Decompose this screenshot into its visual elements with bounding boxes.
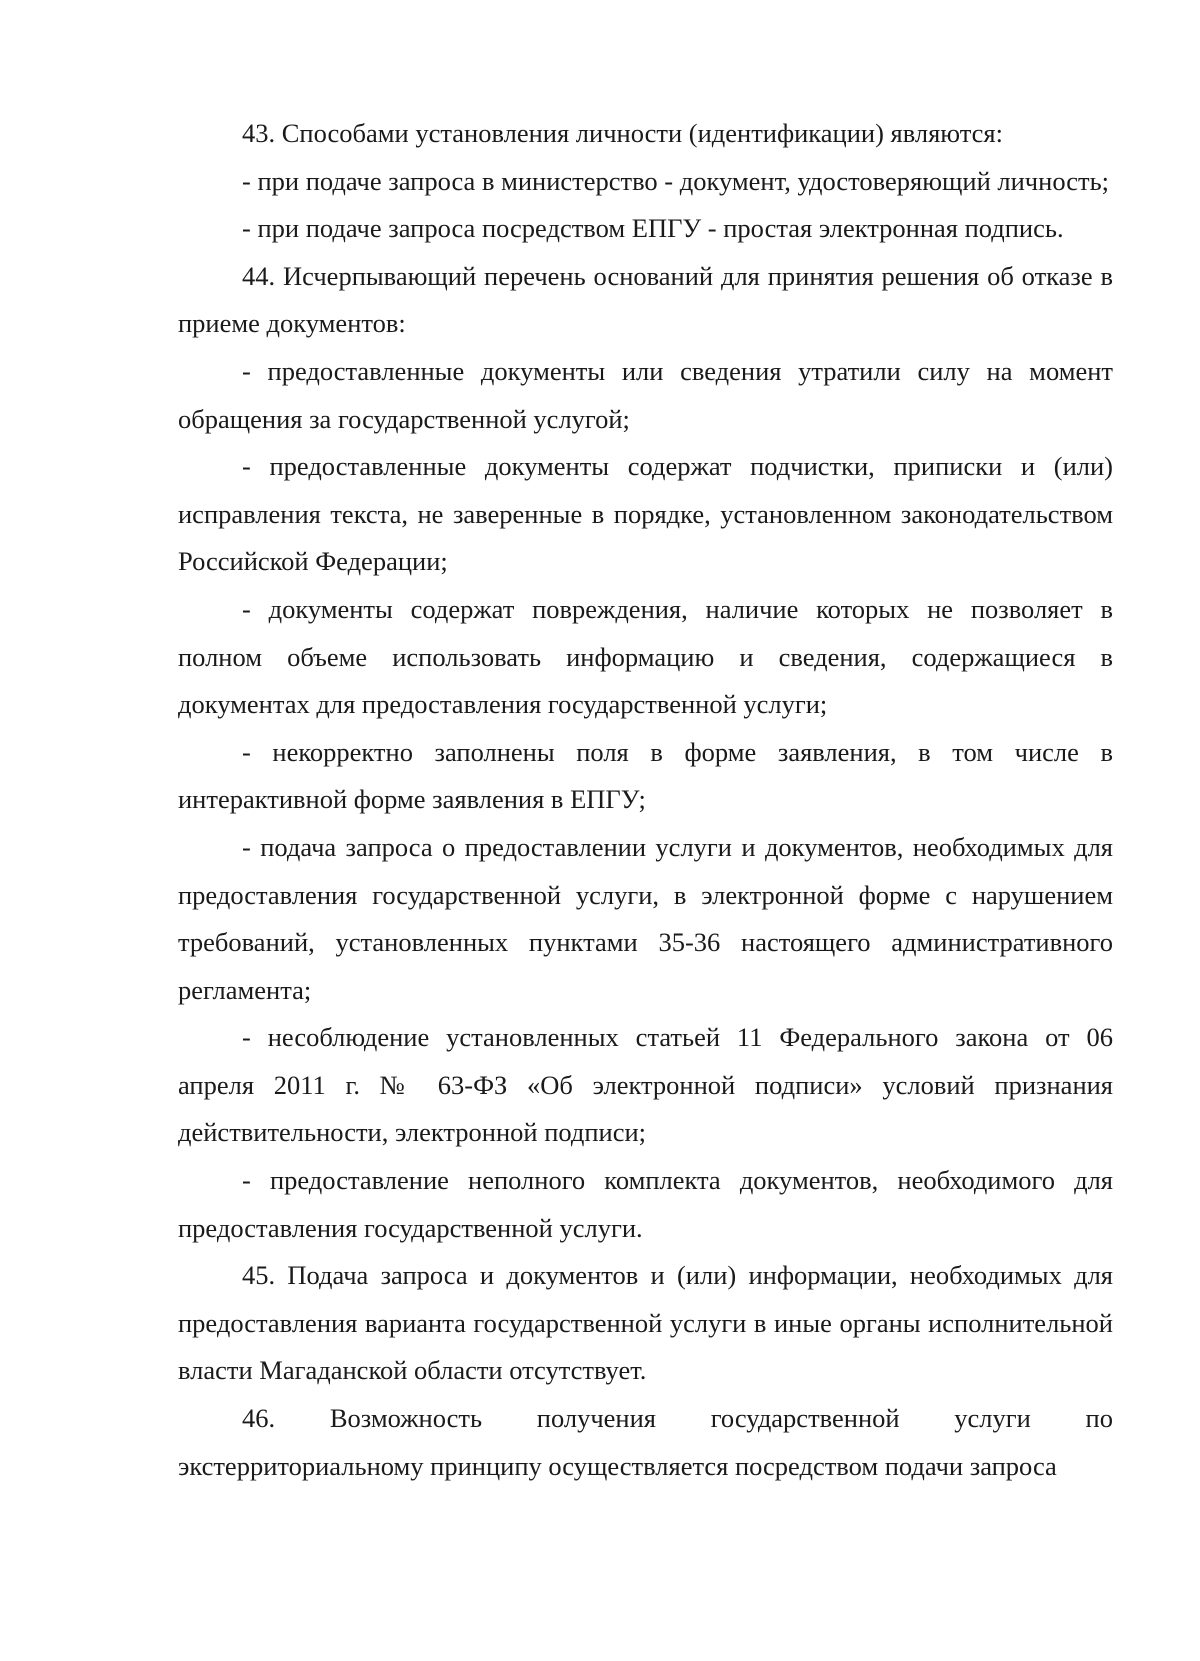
list-item-incorrect-fields: - некорректно заполнены поля в форме заявления, в том числе в интерактивной форме заявления в ЕПГУ; [178,736,1113,815]
document-body [178,110,1113,1490]
list-item-damaged-documents: - документы содержат повреждения, наличие которых не позволяет в полном объеме использовать информацию и сведения, содержащиеся в документах для предоставления государственной услуги; [178,593,1113,720]
paragraph-44: 44. Исчерпывающий перечень оснований для принятия решения об отказе в приеме документов: [178,260,1113,339]
list-item-epgu-identification: - при подаче запроса посредством ЕПГУ - простая электронная подпись. [242,213,1064,244]
list-item-erasures-corrections: - предоставленные документы содержат подчистки, приписки и (или) исправления текста, не заверенные в порядке, установленном законодательством Российской Федерации; [178,451,1113,577]
list-item-incomplete-set: - предоставление неполного комплекта документов, необходимого для предоставления государственной услуги. [178,1165,1113,1243]
paragraph-45: 45. Подача запроса и документов и (или) информации, необходимых для предоставления варианта государственной услуги в иные органы исполнительной власти Магаданской области отсутствует. [178,1260,1113,1386]
paragraph-43: 43. Способами установления личности (идентификации) являются: [242,118,1003,148]
list-item-expired-documents: - предоставленные документы или сведения утратили силу на момент обращения за государственной услугой; [178,355,1113,434]
list-item-ministry-identification: - при подаче запроса в министерство - документ, удостоверяющий личность; [242,165,1110,196]
paragraph-46: 46. Возможность получения государственной услуги по экстерриториальному принципу осуществляется посредством подачи запроса [178,1403,1113,1481]
list-item-electronic-form-violation: - подача запроса о предоставлении услуги и документов, необходимых для предоставления государственной услуги, в электронной форме с нарушением требований, установленных пунктами 35-36 настоящего административного регламента; [178,831,1113,1005]
list-item-electronic-signature: - несоблюдение установленных статьей 11 Федерального закона от 06 апреля 2011 г. № 63-ФЗ «Об электронной подписи» условий признания действительности, электронной подписи; [178,1022,1113,1148]
